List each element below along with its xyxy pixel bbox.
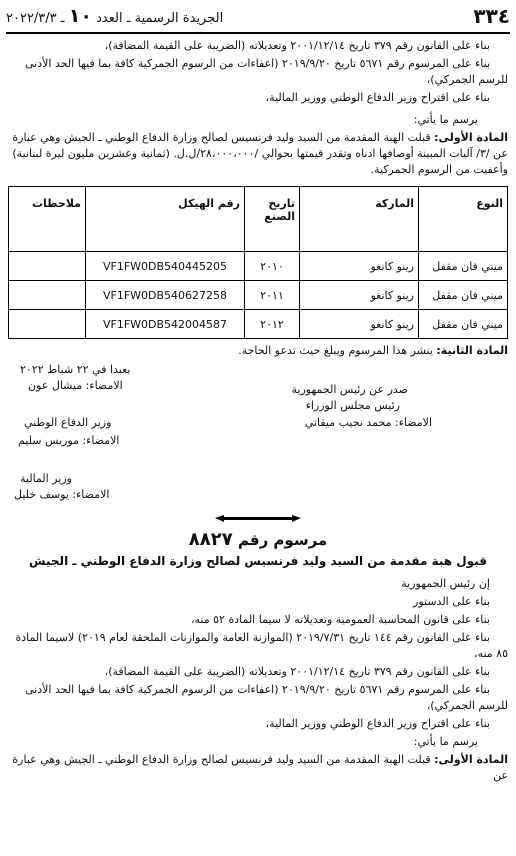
cell-chassis: VF1FW0DB540627258 (86, 281, 245, 310)
decree1-article2 (8, 343, 508, 359)
decree1-basis-3: بناء على اقتراح وزير الدفاع الوطني ووزير المالية، (265, 91, 490, 104)
decree2-basis-5: بناء على المرسوم رقم ٥٦٧١ تاريخ ٢٠١٩/٩/٢٠ (اعفاءات من الرسوم الجمركية كافة بما فيها الحد الأدنى للرسم الجمركي)، (25, 683, 508, 712)
decree2-president: إن رئيس الجمهورية (401, 577, 490, 590)
cell-brand: رينو كانغو (300, 252, 419, 281)
defense-minister-signature: الامضاء: موريس سليم (18, 434, 120, 447)
decree1-basis-1: بناء على القانون رقم ٣٧٩ تاريخ ٢٠٠١/١٢/١٤ وتعديلاته (الضريبة على القيمة المضافة)، (104, 39, 490, 52)
president-signature: الامضاء: ميشال عون (28, 379, 123, 392)
decree1-article1-label: المادة الأولى: (434, 131, 508, 144)
decree2-article1-text: قبلت الهبة المقدمة من السيد وليد فرنسيس لصالح وزارة الدفاع الوطني ـ الجيش وهي عبارة عن (12, 753, 508, 782)
cell-brand: رينو كانغو (300, 310, 419, 339)
signing-date: بعبدا في ٢٢ شباط ٢٠٢٢ (20, 363, 131, 376)
cell-type: ميني فان مقفل (419, 310, 508, 339)
finance-minister-title: وزير المالية (20, 472, 72, 485)
page-header (6, 4, 510, 28)
cell-notes (9, 252, 86, 281)
pm-title: رئيس مجلس الوزراء (305, 399, 400, 412)
cell-brand: رينو كانغو (300, 281, 419, 310)
finance-minister-signature: الامضاء: يوسف خليل (14, 488, 110, 501)
col-year: تاريخ الصنع (245, 187, 300, 252)
decree1-article1 (8, 130, 508, 178)
issue-prefix: الجريدة الرسمية ـ العدد (96, 11, 224, 26)
decree1-article1-text: قبلت الهبة المقدمة من السيد وليد فرنسيس لصالح وزارة الدفاع الوطني ـ الجيش وهي عبارة عن /٣/ آليات المبينة أوصافها ادناه وتقدر قيمتها بحوالي /٢٨،٠٠٠،٠٠٠/ل.ل. (ثمانية وعشرين مليون ليرة لبنانية) وأعفيت من الرسوم الجمركية. (12, 131, 508, 176)
decree2-article1-label: المادة الأولى: (434, 753, 508, 766)
col-chassis: رقم الهيكل (86, 187, 245, 252)
cell-year: ٢٠١٠ (245, 252, 300, 281)
decree1-article2-label: المادة الثانية: (436, 344, 508, 357)
cell-type: ميني فان مقفل (419, 281, 508, 310)
decree2-title-number: ٨٨٢٧ (188, 529, 233, 550)
cell-type: ميني فان مقفل (419, 252, 508, 281)
divider-ornament (223, 517, 293, 520)
decree2-article1 (8, 752, 508, 784)
table-row (9, 252, 508, 281)
issue-date: ـ ٢٠٢٢/٣/٣ (6, 11, 65, 26)
decree2-basis-1: بناء على الدستور (413, 595, 490, 608)
signature-block (8, 361, 508, 511)
cell-chassis: VF1FW0DB540445205 (86, 252, 245, 281)
page-number: ٣٣٤ (473, 4, 510, 28)
defense-minister-title: وزير الدفاع الوطني (24, 416, 112, 429)
section-divider (8, 511, 508, 525)
cell-chassis: VF1FW0DB542004587 (86, 310, 245, 339)
cell-year: ٢٠١٢ (245, 310, 300, 339)
col-type: النوع (419, 187, 508, 252)
col-notes: ملاحظات (9, 187, 86, 252)
decree2-basis-6: بناء على اقتراح وزير الدفاع الوطني ووزير المالية، (265, 717, 490, 730)
cell-notes (9, 281, 86, 310)
decree2-basis-2: بناء على قانون المحاسبة العمومية وتعديلاته لا سيما المادة ٥٢ منه، (190, 613, 490, 626)
decree1-article2-text: ينشر هذا المرسوم ويبلغ حيث تدعو الحاجة. (238, 344, 433, 357)
table-row (9, 310, 508, 339)
page-body (8, 38, 508, 786)
issue-info (6, 5, 223, 27)
decree2-title (8, 529, 508, 550)
decree1-decrees-label: يرسم ما يأتي: (413, 113, 478, 126)
decree1-basis-2: بناء على المرسوم رقم ٥٦٧١ تاريخ ٢٠١٩/٩/٢٠ (اعفاءات من الرسوم الجمركية كافة بما فيها الحد الأدنى للرسم الجمركي)، (25, 57, 508, 86)
issued-by: صدر عن رئيس الجمهورية (291, 383, 408, 396)
header-rule (6, 32, 510, 34)
decree2-title-prefix: مرسوم رقم (237, 531, 328, 549)
table-header-row (9, 187, 508, 252)
decree2-basis-4: بناء على القانون رقم ٣٧٩ تاريخ ٢٠٠١/١٢/١٤ وتعديلاته (الضريبة على القيمة المضافة)، (104, 665, 490, 678)
equipment-table (8, 186, 508, 339)
decree2-decrees-label: يرسم ما يأتي: (413, 735, 478, 748)
issue-number: ١٠ (68, 5, 92, 27)
decree2-subtitle: قبول هبة مقدمة من السيد وليد فرنسيس لصالح وزارة الدفاع الوطني ـ الجيش (29, 554, 487, 568)
decree2-basis-3: بناء على القانون رقم ١٤٤ تاريخ ٢٠١٩/٧/٣١ (الموازنة العامة والموازنات الملحقة لعام ٢٠١٩) لاسيما المادة ٨٥ منه، (15, 631, 508, 660)
table-row (9, 281, 508, 310)
col-brand: الماركة (300, 187, 419, 252)
pm-signature: الامضاء: محمد نجيب ميقاتي (304, 416, 432, 429)
cell-notes (9, 310, 86, 339)
cell-year: ٢٠١١ (245, 281, 300, 310)
